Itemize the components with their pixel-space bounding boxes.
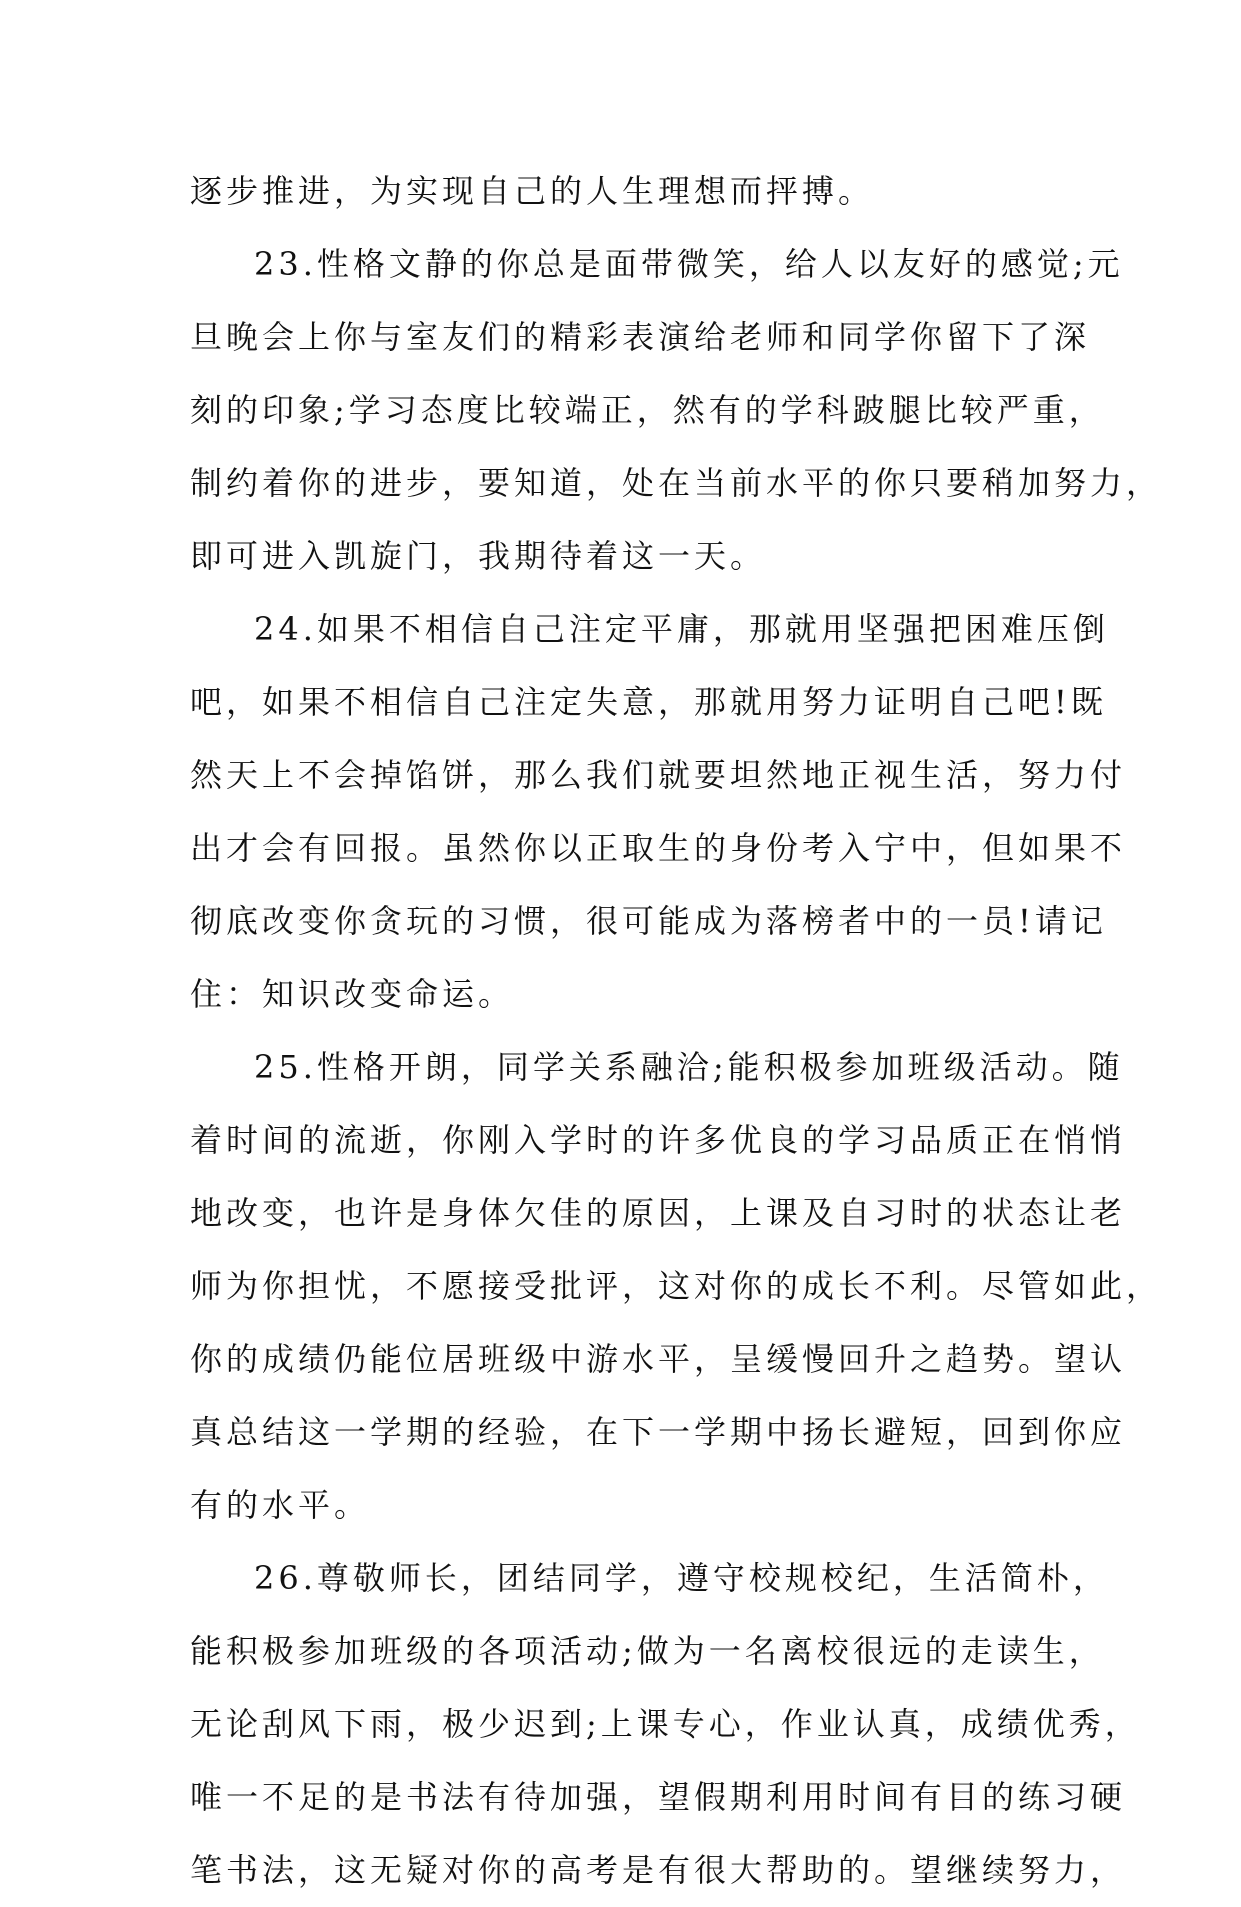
text-line: 真总结这一学期的经验，在下一学期中扬长避短，回到你应	[190, 1413, 1127, 1451]
text-line: 唯一不足的是书法有待加强，望假期利用时间有目的练习硬	[190, 1778, 1127, 1816]
text-line: 笔书法，这无疑对你的高考是有很大帮助的。望继续努力，	[190, 1851, 1127, 1889]
text-line: 吧，如果不相信自己注定失意，那就用努力证明自己吧!既	[190, 683, 1107, 721]
text-line: 彻底改变你贪玩的习惯，很可能成为落榜者中的一员!请记	[190, 902, 1107, 940]
text-line: 出才会有回报。虽然你以正取生的身份考入宁中，但如果不	[190, 829, 1127, 867]
text-line: 你的成绩仍能位居班级中游水平，呈缓慢回升之趋势。望认	[190, 1340, 1127, 1378]
paragraph-26-start: 26.尊敬师长，团结同学，遵守校规校纪，生活简朴，	[254, 1559, 1109, 1597]
text-line: 能积极参加班级的各项活动;做为一名离校很远的走读生，	[190, 1632, 1105, 1670]
text-line: 有的水平。	[190, 1486, 371, 1524]
text-line: 旦晚会上你与室友们的精彩表演给老师和同学你留下了深	[190, 318, 1091, 356]
paragraph-25-start: 25.性格开朗，同学关系融洽;能积极参加班级活动。随	[254, 1048, 1124, 1086]
text-line: 地改变，也许是身体欠佳的原因，上课及自习时的状态让老	[190, 1194, 1127, 1232]
text-line: 师为你担忧，不愿接受批评，这对你的成长不利。尽管如此，	[190, 1267, 1163, 1305]
paragraph-23-start: 23.性格文静的你总是面带微笑，给人以友好的感觉;元	[254, 245, 1124, 283]
text-line: 制约着你的进步，要知道，处在当前水平的你只要稍加努力，	[190, 464, 1163, 502]
text-line: 然天上不会掉馅饼，那么我们就要坦然地正视生活，努力付	[190, 756, 1127, 794]
text-line: 着时间的流逝，你刚入学时的许多优良的学习品质正在悄悄	[190, 1121, 1127, 1159]
text-line: 刻的印象;学习态度比较端正，然有的学科跛腿比较严重，	[190, 391, 1105, 429]
text-line: 无论刮风下雨，极少迟到;上课专心，作业认真，成绩优秀，	[190, 1705, 1141, 1743]
text-line: 住：知识改变命运。	[190, 975, 515, 1013]
document-body	[190, 155, 1163, 1907]
text-line: 即可进入凯旋门，我期待着这一天。	[190, 537, 767, 575]
text-line: 逐步推进，为实现自己的人生理想而抨搏。	[190, 172, 875, 210]
paragraph-24-start: 24.如果不相信自己注定平庸，那就用坚强把困难压倒	[254, 610, 1109, 648]
